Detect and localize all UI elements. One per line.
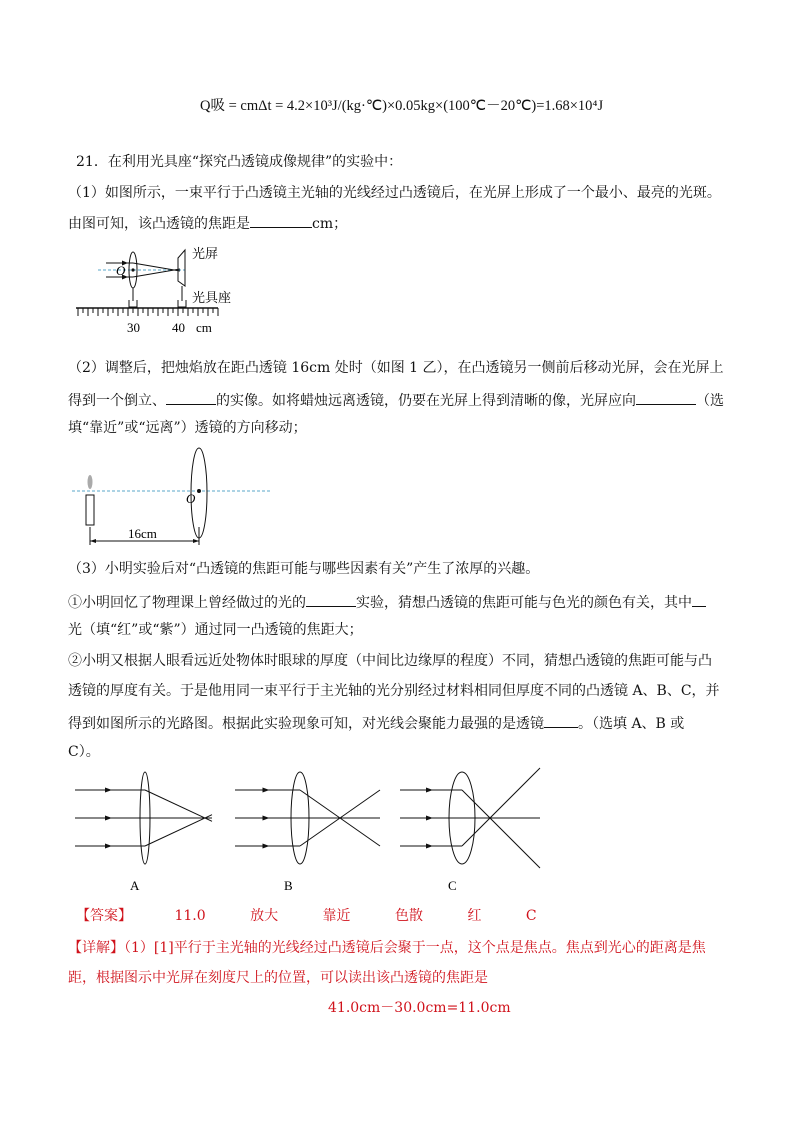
part3-b-line1: ②小明又根据人眼看远近处物体时眼球的厚度（中间比边缘厚的程度）不同，猜想凸透镜的焦距可能与凸 [68,653,712,669]
screen-label: 光屏 [192,247,219,262]
ray-arrow [426,816,433,821]
lens-diagram-b [235,772,380,864]
ray-arrow [105,844,112,849]
detail-tag: 【详解】 [68,940,124,956]
part2-text-a: 得到一个倒立、 [68,393,166,409]
heat-formula: Q吸 = cmΔt = 4.2×10³J/(kg·℃)×0.05kg×(100℃－20℃)=1.68×10⁴J [200,98,604,114]
ray-arrow [263,844,270,849]
ray-arrow [263,816,270,821]
lens-label-o: O [116,263,126,278]
ruler-ticks [78,308,218,316]
answer-tag: 【答案】 [76,908,132,924]
answer-value-5: 红 [467,908,482,924]
dim-arrow-right [193,539,199,543]
answer-blank-5 [692,591,706,607]
part2-line1: （2）调整后，把烛焰放在距凸透镜 16cm 处时（如图 1 乙），在凸透镜另一侧前后移动光屏，会在光屏上 [68,360,724,376]
answer-value-2: 放大 [250,908,279,924]
part3-b-text-a: 得到如图所示的光路图。根据此实验现象可知，对光线会聚能力最强的是透镜 [68,716,544,732]
distance-label: 16cm [128,526,157,541]
part2-text-b: 的实像。如将蜡烛远离透镜，仍要在光屏上得到清晰的像，光屏应向 [216,393,636,409]
part2-text-c: （选 [696,393,724,409]
answer-value-6: C [525,908,537,924]
part3-a-text-a: ①小明回忆了物理课上曾经做过的光的 [68,595,306,611]
detail-text-1: （1）[1]平行于主光轴的光线经过凸透镜后会聚于一点，这个点是焦点。焦点到光心的距离是焦 [124,940,706,956]
part1-text-pre: 由图可知，该凸透镜的焦距是 [68,216,250,232]
tick-label-30: 30 [127,320,140,335]
ray-arrow [263,788,270,793]
answer-value-3: 靠近 [322,908,351,924]
lens-diagram-a [75,772,212,864]
answer-blank-6 [544,712,578,728]
figure-candle-lens [70,447,280,552]
part2-line3: 填“靠近”或“远离”）透镜的方向移动； [68,420,307,436]
lens-diagram-c [400,768,540,868]
ray-arrow [426,788,433,793]
refracted-ray [145,790,212,821]
answer-blank-4 [306,591,356,607]
ray-arrow [105,788,112,793]
unit-label: cm [196,320,212,335]
lens-a-label: A [130,878,140,893]
answer-value-4: 色散 [394,908,423,924]
refracted-ray [145,815,212,846]
part1-line1: （1）如图所示，一束平行于凸透镜主光轴的光线经过凸透镜后，在光屏上形成了一个最小、最亮的光斑。 [68,185,721,201]
part3-line1: （3）小明实验后对“凸透镜的焦距可能与哪些因素有关”产生了浓厚的兴趣。 [68,561,540,577]
question-title: 21．在利用光具座“探究凸透镜成像规律”的实验中： [76,154,403,170]
figure-optical-bench [70,245,250,337]
part1-text-post: cm； [312,216,348,232]
answer-blank-2 [166,389,216,405]
part3-a-line2: 光（填“红”或“紫”）通过同一凸透镜的焦距大； [68,622,363,638]
detail-line2: 距，根据图示中光屏在刻度尺上的位置，可以读出该凸透镜的焦距是 [68,970,488,986]
part3-b-line2: 透镜的厚度有关。于是他用同一束平行于主光轴的光分别经过材料相同但厚度不同的凸透镜 A、B、C，并 [68,683,720,699]
lens-holder [129,300,137,307]
part3-a-text-b: 实验，猜想凸透镜的焦距可能与色光的颜色有关，其中 [356,595,692,611]
detail-calc: 41.0cm－30.0cm=11.0cm [328,1000,511,1016]
figure-three-lenses [70,770,550,895]
part2-line2 [68,389,724,411]
lens-label-o-2: O [186,491,196,506]
answer-value-1: 11.0 [174,908,206,924]
part3-b-line3 [68,712,684,734]
part3-b-line4: C）。 [68,744,100,760]
tick-label-40: 40 [172,320,185,335]
optical-center [131,268,134,271]
detail-line1 [68,938,706,958]
dim-arrow-left [90,539,96,543]
answer-line [76,906,537,926]
bench-label: 光具座 [192,291,232,306]
candle-flame [88,475,93,489]
part3-a-line1 [68,591,706,613]
ray-arrow [426,844,433,849]
screen-holder [178,300,186,307]
part1-line2 [68,212,347,234]
lens-c-label: C [448,878,457,893]
light-screen [178,250,185,286]
optical-center-2 [197,489,201,493]
part3-b-text-b: 。（选填 A、B 或 [578,716,685,732]
answer-blank-3 [636,389,696,405]
candle-body [86,495,94,525]
lens-b-label: B [284,878,293,893]
answer-blank-1 [250,212,312,228]
ray-arrow [105,816,112,821]
